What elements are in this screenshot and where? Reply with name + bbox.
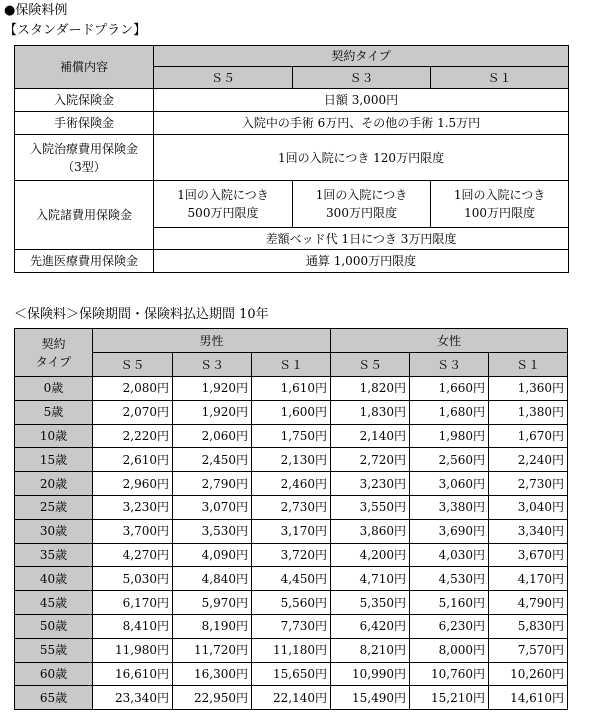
premium-cell: 2,450円 [173,448,252,472]
premium-cell: 5,560円 [252,591,331,615]
premium-cell: 3,230円 [331,472,410,496]
premium-cell: 3,340円 [489,519,568,543]
premium-cell: 1,680円 [410,400,489,424]
premium-cell: 15,210円 [410,686,489,710]
premium-cell: 2,560円 [410,448,489,472]
premium-cell: 22,950円 [173,686,252,710]
coverage-misc-s5-line1: 1回の入院につき [177,188,269,202]
coverage-type-s3: Ｓ３ [293,67,431,89]
coverage-label-surgery: 手術保険金 [15,112,154,135]
premium-age: 35歳 [15,543,93,567]
premium-female-s3: Ｓ３ [410,353,489,377]
coverage-type-s1: Ｓ１ [431,67,569,89]
coverage-value-surgery: 入院中の手術 6万円、その他の手術 1.5万円 [154,112,569,135]
coverage-header-item: 補償内容 [15,46,154,89]
premium-age: 60歳 [15,662,93,686]
premium-cell: 8,210円 [331,638,410,662]
premium-cell: 3,230円 [93,495,173,519]
premium-male-s1: Ｓ１ [252,353,331,377]
premium-cell: 7,730円 [252,614,331,638]
premium-cell: 1,670円 [489,424,568,448]
premium-cell: 2,790円 [173,472,252,496]
premium-cell: 3,720円 [252,543,331,567]
premium-cell: 3,040円 [489,495,568,519]
premium-cell: 1,920円 [173,377,252,401]
premium-cell: 8,190円 [173,614,252,638]
premium-cell: 5,160円 [410,591,489,615]
premium-cell: 10,990円 [331,662,410,686]
premium-header-type-line1: 契約 [41,336,66,351]
coverage-label-treatment-line1: 入院治療費用保険金 [29,141,138,156]
premium-cell: 3,530円 [173,519,252,543]
premium-age: 25歳 [15,495,93,519]
coverage-value-advanced: 通算 1,000万円限度 [154,250,569,273]
premium-row [15,686,568,710]
premium-age: 65歳 [15,686,93,710]
premium-row [15,638,568,662]
premium-row [15,662,568,686]
premium-age: 0歳 [15,377,93,401]
premium-cell: 4,200円 [331,543,410,567]
premium-cell: 4,790円 [489,591,568,615]
premium-row [15,495,568,519]
premium-cell: 15,650円 [252,662,331,686]
coverage-misc-s1 [431,181,569,228]
coverage-misc-s3-line2: 300万円限度 [326,206,397,220]
premium-row [15,400,568,424]
premium-cell: 4,710円 [331,567,410,591]
premium-cell: 2,220円 [93,424,173,448]
premium-cell: 2,070円 [93,400,173,424]
premium-cell: 6,230円 [410,614,489,638]
premium-cell: 1,610円 [252,377,331,401]
premium-cell: 5,030円 [93,567,173,591]
premium-cell: 16,610円 [93,662,173,686]
coverage-misc-extra: 差額ベッド代 1日につき 3万円限度 [154,228,569,250]
premium-cell: 8,000円 [410,638,489,662]
premium-cell: 4,450円 [252,567,331,591]
premium-cell: 4,530円 [410,567,489,591]
premium-cell: 3,690円 [410,519,489,543]
premium-title: ＜保険料＞保険期間・保険料払込期間 10年 [14,307,269,322]
premium-row [15,377,568,401]
premium-cell: 4,090円 [173,543,252,567]
premium-female-s1: Ｓ１ [489,353,568,377]
premium-header-type-line2: タイプ [35,354,72,369]
premium-cell: 1,750円 [252,424,331,448]
premium-cell: 3,380円 [410,495,489,519]
premium-male-s5: Ｓ５ [93,353,173,377]
premium-female-s5: Ｓ５ [331,353,410,377]
coverage-label-treatment-line2: （3型） [62,159,106,174]
premium-cell: 4,030円 [410,543,489,567]
premium-cell: 4,270円 [93,543,173,567]
premium-cell: 14,610円 [489,686,568,710]
premium-age: 45歳 [15,591,93,615]
coverage-header-type: 契約タイプ [154,46,569,67]
premium-cell: 1,980円 [410,424,489,448]
coverage-label-advanced: 先進医療費用保険金 [15,250,154,273]
premium-cell: 3,060円 [410,472,489,496]
premium-cell: 1,360円 [489,377,568,401]
premium-age: 40歳 [15,567,93,591]
coverage-value-hospital: 日額 3,000円 [154,89,569,112]
premium-row [15,567,568,591]
premium-row [15,424,568,448]
premium-body [15,377,568,710]
premium-cell: 1,600円 [252,400,331,424]
premium-row [15,591,568,615]
premium-row [15,472,568,496]
coverage-label-hospital: 入院保険金 [15,89,154,112]
coverage-label-treatment [15,135,154,181]
premium-row [15,519,568,543]
premium-cell: 2,460円 [252,472,331,496]
premium-age: 30歳 [15,519,93,543]
premium-cell: 6,170円 [93,591,173,615]
premium-header-type [15,329,93,377]
premium-cell: 3,170円 [252,519,331,543]
premium-cell: 11,720円 [173,638,252,662]
premium-cell: 1,380円 [489,400,568,424]
premium-cell: 11,180円 [252,638,331,662]
premium-cell: 3,550円 [331,495,410,519]
coverage-misc-s1-line2: 100万円限度 [464,206,535,220]
document-title: ●保険料例 [4,3,68,18]
premium-cell: 2,080円 [93,377,173,401]
coverage-misc-s1-line1: 1回の入院につき [453,188,546,202]
premium-cell: 2,140円 [331,424,410,448]
premium-cell: 16,300円 [173,662,252,686]
premium-cell: 2,960円 [93,472,173,496]
premium-cell: 5,350円 [331,591,410,615]
coverage-misc-s5 [154,181,293,228]
premium-cell: 15,490円 [331,686,410,710]
premium-cell: 2,730円 [489,472,568,496]
premium-cell: 8,410円 [93,614,173,638]
premium-cell: 1,920円 [173,400,252,424]
premium-cell: 2,610円 [93,448,173,472]
plan-title: 【スタンダードプラン】 [4,23,147,38]
premium-cell: 10,760円 [410,662,489,686]
premium-cell: 23,340円 [93,686,173,710]
premium-cell: 7,570円 [489,638,568,662]
coverage-value-treatment: 1回の入院につき 120万円限度 [154,135,569,181]
premium-row [15,614,568,638]
premium-header-male: 男性 [93,329,331,353]
premium-cell: 3,670円 [489,543,568,567]
premium-cell: 3,070円 [173,495,252,519]
coverage-misc-s3-line1: 1回の入院につき [315,188,408,202]
premium-age: 20歳 [15,472,93,496]
premium-cell: 2,240円 [489,448,568,472]
premium-cell: 6,420円 [331,614,410,638]
premium-age: 10歳 [15,424,93,448]
premium-age: 5歳 [15,400,93,424]
premium-cell: 2,130円 [252,448,331,472]
premium-cell: 22,140円 [252,686,331,710]
coverage-misc-s3 [293,181,431,228]
premium-row [15,448,568,472]
premium-age: 50歳 [15,614,93,638]
premium-age: 55歳 [15,638,93,662]
premium-cell: 1,830円 [331,400,410,424]
premium-cell: 4,840円 [173,567,252,591]
premium-cell: 1,820円 [331,377,410,401]
premium-cell: 5,830円 [489,614,568,638]
premium-cell: 2,730円 [252,495,331,519]
coverage-misc-s5-line2: 500万円限度 [187,206,259,220]
premium-row [15,543,568,567]
premium-header-female: 女性 [331,329,568,353]
premium-cell: 4,170円 [489,567,568,591]
coverage-label-misc: 入院諸費用保険金 [15,181,154,250]
premium-cell: 10,260円 [489,662,568,686]
premium-cell: 5,970円 [173,591,252,615]
coverage-table [14,45,569,273]
premium-age: 15歳 [15,448,93,472]
premium-cell: 1,660円 [410,377,489,401]
premium-cell: 11,980円 [93,638,173,662]
premium-male-s3: Ｓ３ [173,353,252,377]
premium-cell: 3,860円 [331,519,410,543]
coverage-type-s5: Ｓ５ [154,67,293,89]
premium-cell: 3,700円 [93,519,173,543]
premium-cell: 2,060円 [173,424,252,448]
premium-table [14,328,568,710]
premium-cell: 2,720円 [331,448,410,472]
